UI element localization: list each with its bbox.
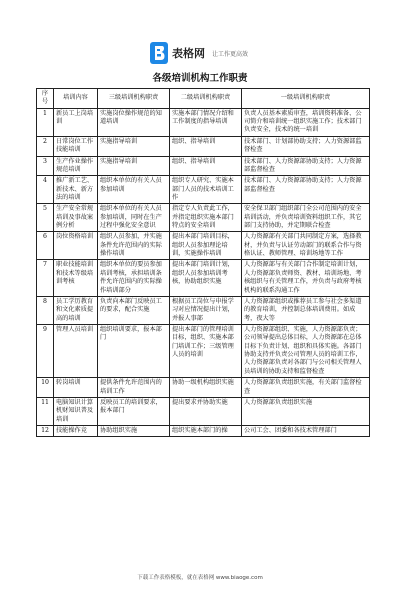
table-cell: 组织、指导培训 [170,136,242,156]
table-cell: 管理人员培训 [54,324,98,377]
row-number-cell: 1 [37,108,54,136]
table-cell: 根据员工岗位与申报学习对应情况提出计划，并报人事部 [170,296,242,324]
table-row [37,204,370,232]
table-cell: 组织实施本部门的操 [170,425,242,436]
table-cell: 人力资源部与有关部门合作制定培训计划，人力资源部负责师资、教材、培训场地、考核组织与有关管理工作，并负责与政府考核机构的联系沟通工作 [242,260,370,296]
table-cell: 组织人员参加，并实施条件允许范围内的实际操作培训 [98,232,170,260]
table-row [37,378,370,398]
table-cell: 技能操作竞 [54,425,98,436]
table-cell: 组织本单位的有关人员参加培训，同时在生产过程中强化安全意识 [98,204,170,232]
table-row [37,397,370,425]
table-cell: 实施岗位操作规范的知道培训 [98,108,170,136]
table-cell: 生产安全常规培训及事故案例分析 [54,204,98,232]
table-cell: 人力资源部组织、实施，人力资源部负责；公司领导提出总体目标，人力资源部在总体目标下负责计划、组织和具体实施。各部门协助支持并负责公司管理人员的培训工作，人力资源部负责对各部门与公司相关管理人员培训的协助支持和监督检查 [242,324,370,377]
row-number-cell: 5 [37,204,54,232]
brand-slogan: 让工作更高效 [212,50,249,58]
row-number-cell: 7 [37,260,54,296]
table-cell: 推广新工艺、新技术、新方法的培训 [54,176,98,204]
table-cell: 指定专人负责此工作，并指定组织实施本部门特点的安全培训 [170,204,242,232]
table-cell: 人力资源部负责组织实施，有关部门监督检查 [242,378,370,398]
table-cell: 实施指导培训 [98,136,170,156]
table-cell: 提出要求并协助实施 [170,397,242,425]
table-row [37,108,370,136]
table-cell: 人力资源部负责组织实施 [242,397,370,425]
table-cell: 技术部门、人力资源部协助支持；人力资源部监督检查 [242,176,370,204]
table-cell: 负责人员基本素质审查，培训资料准备、公司简介和培训统一组织实施工作；技术部门负责安全，技术的统一培训 [242,108,370,136]
table-cell: 岗位资格培训 [54,232,98,260]
row-number-cell: 11 [37,397,54,425]
table-cell: 人力资源部有关部门共同制定方案，选择教材，并负责与认证劳动部门的联系合作与资格认证、教师管理、培训场地等工作 [242,232,370,260]
table-cell: 技术部门、计划部协助支持；人力资源部监督检查 [242,136,370,156]
column-header: 培训内容 [54,89,98,109]
table-row [37,296,370,324]
table-cell: 职业技能培训和技术等级培训考核 [54,260,98,296]
row-number-cell: 4 [37,176,54,204]
table-cell: 技术部门、人力资源部协助支持；人力资源部监督检查 [242,156,370,176]
table-row [37,176,370,204]
brand-header [150,40,270,66]
row-number-cell: 3 [37,156,54,176]
table-cell: 提出本部门培训计划，组织人员参加培训考核，协助组织实施 [170,260,242,296]
table-cell: 组织培训要求，报本部门 [98,324,170,377]
brand-name: 表格网 [172,47,205,60]
table-cell: 组织本单位的有关人员参加培训 [98,176,170,204]
table-cell: 生产作业操作规范培训 [54,156,98,176]
table-cell: 负责向本部门反映员工的要求，配合实施 [98,296,170,324]
table-cell: 人力资源部组织或推荐员工参与社会多渠道的教育培训，并控制总体培训费用。如成考，夜大等 [242,296,370,324]
table-cell: 提出本部门的管理培训目标，组织、实施本部门培训工作；三级管理人员的培训 [170,324,242,377]
row-number-cell: 9 [37,324,54,377]
table-cell: 实施本部门情况介绍和工作制度的指导培训 [170,108,242,136]
document-title: 各级培训机构工作职责 [152,73,248,84]
table-row [37,136,370,156]
column-header: 序号 [37,89,54,109]
table-cell: 新员工上岗培训 [54,108,98,136]
table-cell: 组织专人研究、实施本部门人员的技术培训工作 [170,176,242,204]
column-header: 三级培训机构职责 [98,89,170,109]
row-number-cell: 12 [37,425,54,436]
column-header: 二级培训机构职责 [170,89,242,109]
table-row [37,156,370,176]
table-cell: 协助一级机构组织实施 [170,378,242,398]
table-cell: 组织、指导培训 [170,156,242,176]
table-row [37,260,370,296]
table-cell: 日常岗位工作技能培训 [54,136,98,156]
row-number-cell: 8 [37,296,54,324]
page-footer: 下载工作表格模板，就在表格网 www.biaoge.com [137,575,263,581]
table-row [37,324,370,377]
table-cell: 电脑知识计算机财知识普及培训 [54,397,98,425]
table-cell: 提供条件允许范围内的培训工作 [98,378,170,398]
column-header: 一级培训机构职责 [242,89,370,109]
table-cell: 实施指导培训 [98,156,170,176]
table-cell: 反映员工的培训要求，报本部门 [98,397,170,425]
table-cell: 员工学历教育和文化素质提高的培训 [54,296,98,324]
table-cell: 安全保卫部门组织部门全公司范围内的安全培训活动，并负责培训资料组织工作，其它部门支持协助，并定期联合检查 [242,204,370,232]
table-cell: 协助组织实施 [98,425,170,436]
table-cell: 转岗培训 [54,378,98,398]
table-cell: 提出本部门培训目标，组织人员参加理论培训，实施操作培训 [170,232,242,260]
table-row [37,232,370,260]
table-row [37,425,370,436]
table-cell: 组织本单位的要员参加培训考核，承担培训条件允许范围内的实际操作培训部分 [98,260,170,296]
table-cell: 公司工会、团委和各技术管理部门 [242,425,370,436]
row-number-cell: 10 [37,378,54,398]
table-body [37,108,370,437]
table-header-row [37,89,370,109]
row-number-cell: 2 [37,136,54,156]
row-number-cell: 6 [37,232,54,260]
biaoge-logo-icon [150,42,168,64]
duties-table [36,88,370,437]
